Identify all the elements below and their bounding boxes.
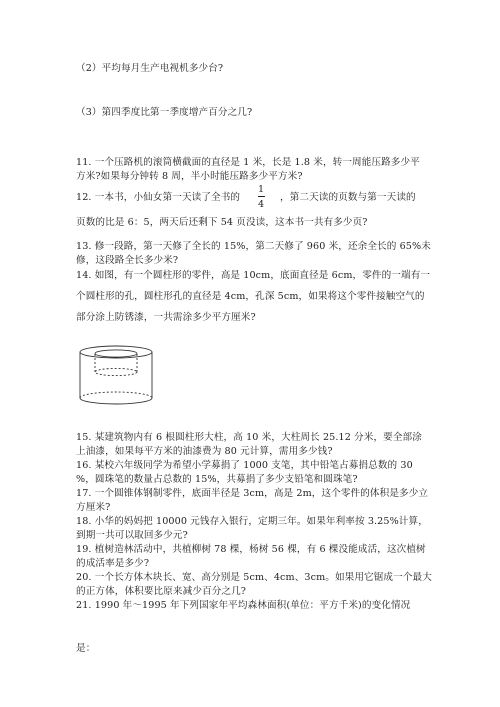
problem-19-line-1: 19. 植树造林活动中，共植柳树 78 棵，杨树 56 棵，有 6 棵没能成活，这次植树	[76, 544, 426, 555]
cylinder-top-ellipse	[80, 346, 152, 358]
problem-12-line-2: 页数的比是 6：5，两天后还剩下 54 页没读，这本书一共有多少页?	[76, 217, 368, 228]
problem-21-line-2: 是：	[76, 643, 96, 654]
problem-20-line-2: 的正方体，体积要比原来减少百分之几?	[76, 586, 247, 597]
problem-17-line-1: 17. 一个圆锥体钢制零件，底面半径是 3cm，高是 2m，这个零件的体积是多少立	[76, 488, 429, 499]
problem-11-line-2: 方米?如果每分钟转 8 周，半小时能压路多少平方米?	[76, 171, 303, 182]
hole-top-ellipse	[95, 350, 137, 357]
cylinder-figure	[78, 344, 158, 408]
problem-15-line-2: 上油漆，如果每平方米的油漆费为 80 元计算，需用多少钱?	[76, 446, 333, 457]
fraction-denominator: 4	[257, 199, 265, 210]
problem-11-line-1: 11. 一个压路机的滚筒横截面的直径是 1 米，长是 1.8 米，转一周能压路多少平	[76, 157, 420, 168]
question-2: （2）平均每月生产电视机多少台?	[76, 63, 224, 74]
problem-18-line-1: 18. 小华的妈妈把 10000 元钱存入银行，定期三年。如果年利率按 3.25%计算，	[76, 516, 428, 527]
problem-21-line-1: 21. 1990 年～1995 年下列国家年平均森林面积(单位：平方千米)的变化情况	[76, 600, 411, 611]
problem-17-line-2: 方厘米?	[76, 502, 111, 513]
problem-12-line-1-start: 12. 一本书，小仙女第一天读了全书的	[76, 192, 241, 203]
problem-14-line-3: 部分涂上防锈漆，一共需涂多少平方厘米?	[76, 312, 256, 323]
problem-19-line-2: 的成活率是多少?	[76, 558, 150, 569]
fraction-numerator: 1	[257, 184, 265, 195]
problem-20-line-1: 20. 一个长方体木块长、宽、高分别是 5cm、4cm、3cm。如果用它锯成一个最大	[76, 572, 432, 583]
fraction-bar	[258, 196, 265, 197]
hole-bottom-ellipse	[95, 368, 137, 375]
problem-15-line-1: 15. 某建筑物内有 6 根圆柱形大柱，高 10 米，大柱周长 25.12 分米，要全部涂	[76, 432, 422, 443]
cylinder-bottom-front	[80, 398, 152, 404]
problem-16-line-2: %，圆珠笔的数量占总数的 15%，共募捐了多少支铅笔和圆珠笔?	[76, 474, 358, 485]
problem-13-line-2: 修，这段路全长多少米?	[76, 255, 179, 266]
problem-12-line-1-end: ，第二天读的页数与第一天读的	[280, 192, 416, 203]
problem-14-line-1: 14. 如图，有一个圆柱形的零件，高是 10cm，底面直径是 6cm，零件的一端有一	[76, 270, 431, 281]
problem-16-line-1: 16. 某校六年级同学为希望小学募捐了 1000 支笔，其中铅笔占募捐总数的 30	[76, 460, 413, 471]
problem-13-line-1: 13. 修一段路，第一天修了全长的 15%，第二天修了 960 米，还余全长的 65%未	[76, 241, 431, 252]
problem-14-line-2: 个圆柱形的孔，圆柱形孔的直径是 4cm，孔深 5cm，如果将这个零件接触空气的	[76, 291, 425, 302]
problem-18-line-2: 到期一共可以取回多少元?	[76, 530, 188, 541]
cylinder-bottom-back	[80, 392, 152, 398]
question-3: （3）第四季度比第一季度增产百分之几?	[76, 107, 253, 118]
